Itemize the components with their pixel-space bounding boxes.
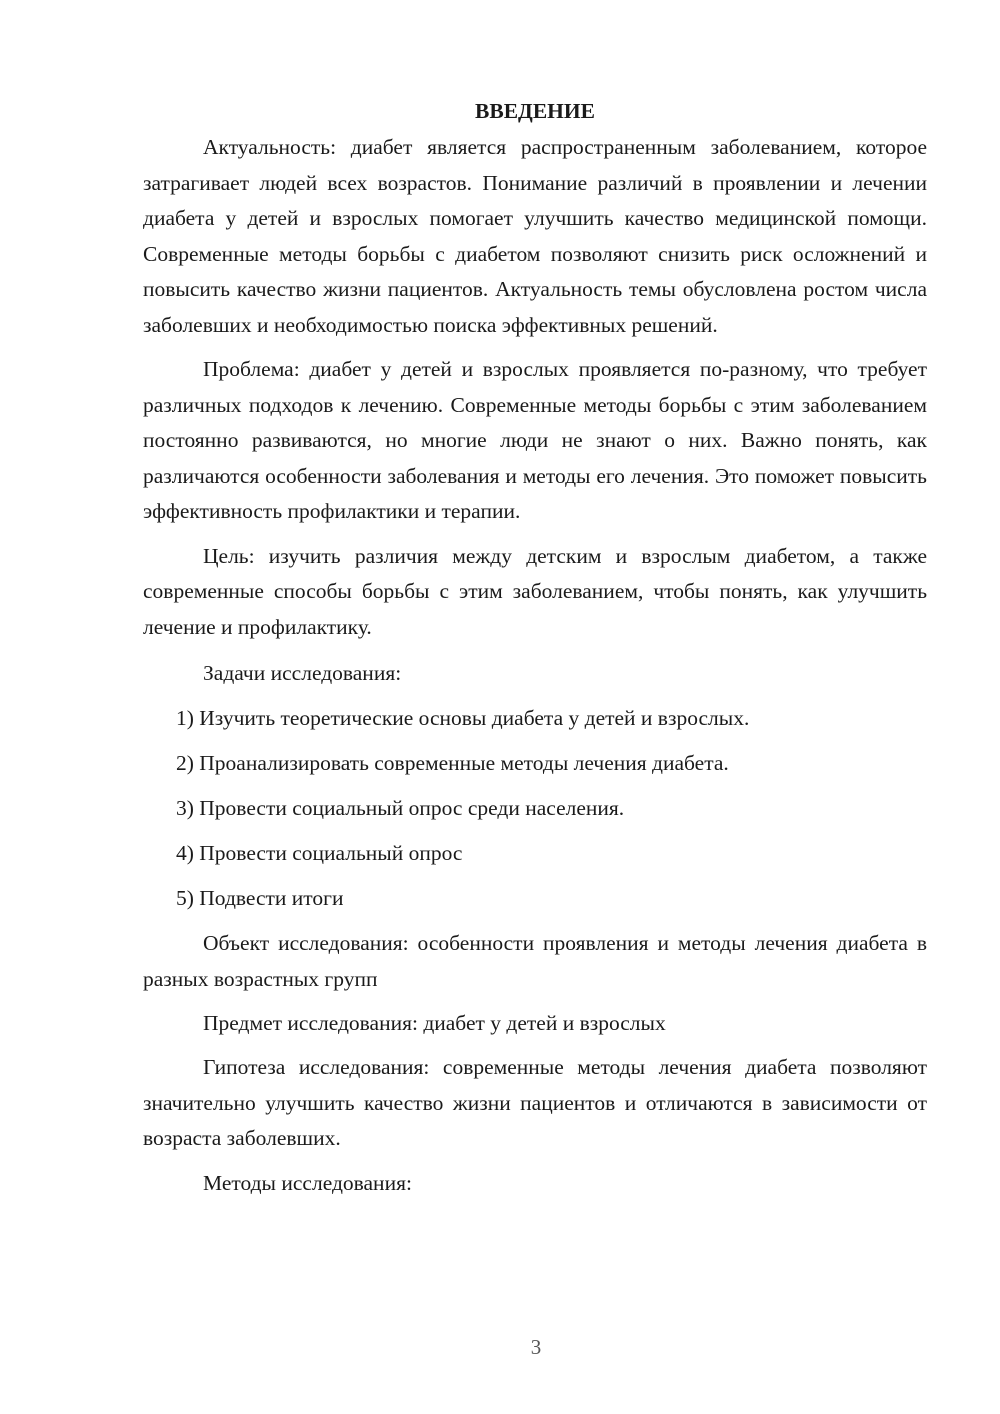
tasks-title: Задачи исследования: bbox=[203, 661, 402, 685]
page-number: 3 bbox=[530, 1335, 542, 1359]
object-paragraph: Объект исследования: особенности проявления и методы лечения диабета в разных возрастных групп bbox=[143, 931, 927, 991]
methods-title: Методы исследования: bbox=[203, 1170, 412, 1195]
page-body bbox=[143, 96, 927, 1201]
page-title: ВВЕДЕНИЕ bbox=[475, 99, 595, 123]
list-item: 2) Проанализировать современные методы лечения диабета. bbox=[176, 751, 729, 775]
list-item: 1) Изучить теоретические основы диабета у детей и взрослых. bbox=[176, 706, 750, 730]
list-item: 4) Провести социальный опрос bbox=[176, 841, 463, 865]
hypothesis-paragraph: Гипотеза исследования: современные методы лечения диабета позволяют значительно улучшить качество жизни пациентов и отличаются в зависимости от возраста заболевших. bbox=[143, 1055, 927, 1150]
relevance-paragraph: Актуальность: диабет является распространенным заболеванием, которое затрагивает людей всех возрастов. Понимание различий в проявлении и лечении диабета у детей и взрослых помогает улучшить качество медицинской помощи. Современные методы борьбы с диабетом позволяют снизить риск осложнений и повысить качество жизни пациентов. Актуальность темы обусловлена ростом числа заболевших и необходимостью поиска эффективных решений. bbox=[143, 135, 927, 337]
list-item: 5) Подвести итоги bbox=[176, 886, 344, 910]
subject-paragraph: Предмет исследования: диабет у детей и взрослых bbox=[203, 1011, 666, 1035]
goal-paragraph: Цель: изучить различия между детским и взрослым диабетом, а также современные способы борьбы с этим заболеванием, чтобы понять, как улучшить лечение и профилактику. bbox=[143, 543, 927, 639]
list-item: 3) Провести социальный опрос среди населения. bbox=[176, 796, 625, 820]
problem-paragraph: Проблема: диабет у детей и взрослых проявляется по-разному, что требует различных подходов к лечению. Современные методы борьбы с этим заболеванием постоянно развиваются, но многие люди не знают о них. Важно понять, как различаются особенности заболевания и методы его лечения. Это поможет повысить эффективность профилактики и терапии. bbox=[143, 357, 927, 523]
tasks-list bbox=[143, 701, 927, 916]
